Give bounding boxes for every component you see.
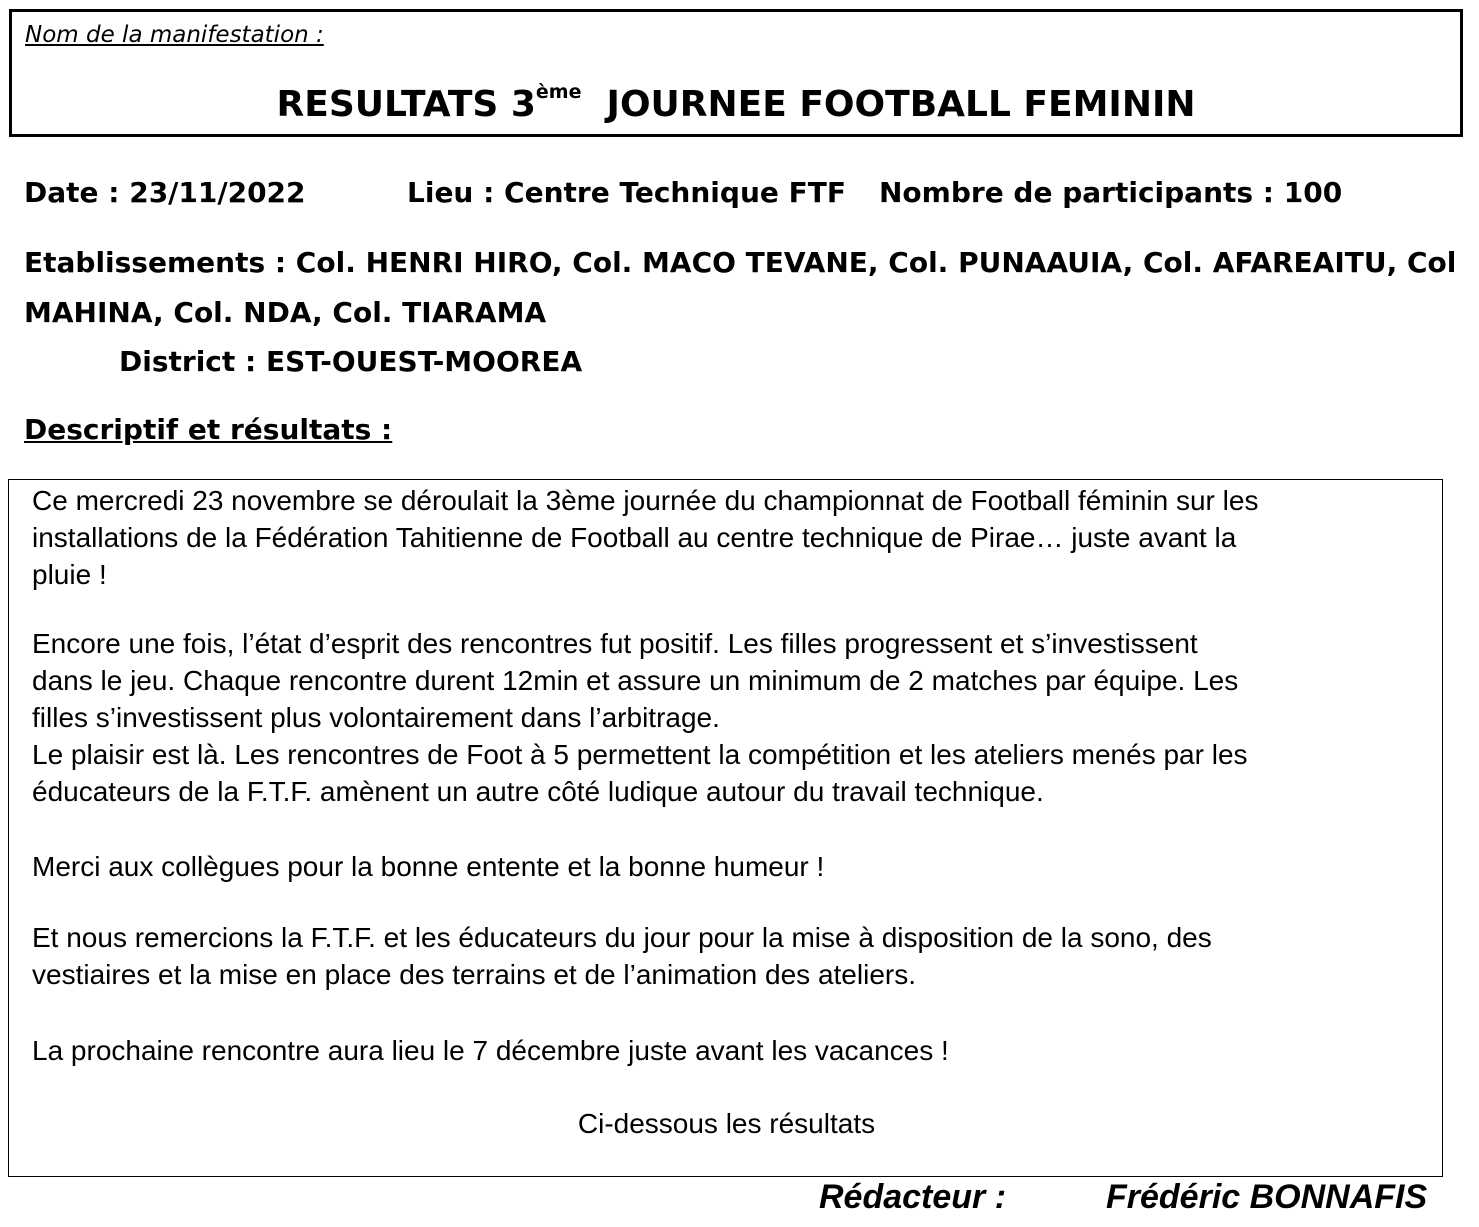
event-label: Nom de la manifestation :	[25, 22, 324, 48]
title-suffix: JOURNEE FOOTBALL FEMININ	[606, 84, 1196, 125]
title-box	[9, 9, 1463, 137]
paragraph-next-meeting: La prochaine rencontre aura lieu le 7 décembre juste avant les vacances !	[32, 1035, 949, 1066]
paragraph-spirit: Encore une fois, l’état d’esprit des rencontres fut positif. Les filles progressent et s’investissent dans le jeu. Chaque rencontre durent 12min et assure un minimum de 2 matches par équipe. Les filles s’investissent plus volontairement dans l’arbitrage. Le plaisir est là. Les rencontres de Foot à 5 permettent la compétition et les ateliers menés par les éducateurs de la F.T.F. amènent un autre côté ludique autour du travail technique.	[32, 628, 1248, 807]
description-box	[8, 479, 1443, 1177]
author-name: Frédéric BONNAFIS	[1106, 1178, 1428, 1216]
establishments-line-2: MAHINA, Col. NDA, Col. TIARAMA	[24, 296, 547, 329]
title-prefix: RESULTATS 3	[276, 84, 536, 125]
results-caption: Ci-dessous les résultats	[577, 1108, 876, 1139]
district-field: District : EST-OUEST-MOOREA	[119, 345, 583, 378]
page-title	[12, 81, 1460, 125]
title-superscript: ème	[535, 81, 582, 103]
paragraph-intro: Ce mercredi 23 novembre se déroulait la 3ème journée du championnat de Football féminin sur les installations de la Fédération Tahitienne de Football au centre technique de Pirae… juste avant la pluie !	[32, 485, 1259, 590]
description-heading: Descriptif et résultats :	[24, 413, 393, 446]
establishments-line-1: Etablissements : Col. HENRI HIRO, Col. MACO TEVANE, Col. PUNAAUIA, Col. AFAREAITU, Col	[24, 246, 1457, 279]
paragraph-thanks-ftf: Et nous remercions la F.T.F. et les éducateurs du jour pour la mise à disposition de la sono, des vestiaires et la mise en place des terrains et de l’animation des ateliers.	[32, 922, 1212, 990]
paragraph-thanks-colleagues: Merci aux collègues pour la bonne entente et la bonne humeur !	[32, 851, 825, 882]
date-field: Date : 23/11/2022	[24, 176, 306, 209]
location-field: Lieu : Centre Technique FTF	[407, 176, 846, 209]
participants-field: Nombre de participants : 100	[879, 176, 1343, 209]
author-label: Rédacteur :	[819, 1178, 1007, 1216]
